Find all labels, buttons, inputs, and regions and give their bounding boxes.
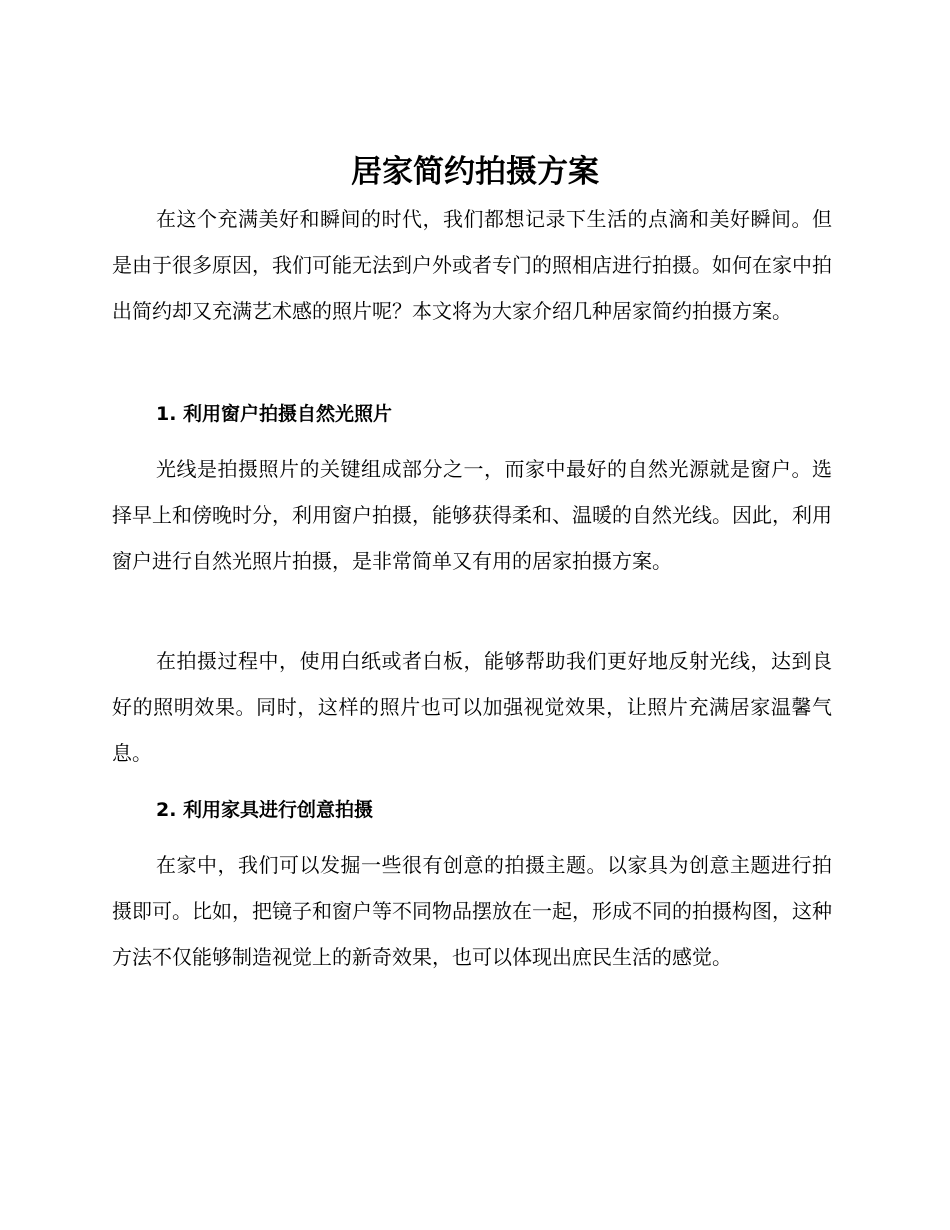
section-1-heading: 1. 利用窗户拍摄自然光照片 (156, 403, 393, 425)
section-1-paragraph-2: 在拍摄过程中，使用白纸或者白板，能够帮助我们更好地反射光线，达到良好的照明效果。同时，这样的照片也可以加强视觉效果，让照片充满居家温馨气息。 (112, 649, 832, 765)
document-title: 居家简约拍摄方案 (351, 154, 599, 190)
section-2-paragraph-1: 在家中，我们可以发掘一些很有创意的拍摄主题。以家具为创意主题进行拍摄即可。比如，把镜子和窗户等不同物品摆放在一起，形成不同的拍摄构图，这种方法不仅能够制造视觉上的新奇效果，也可以体现出庶民生活的感觉。 (112, 853, 832, 969)
intro-paragraph: 在这个充满美好和瞬间的时代，我们都想记录下生活的点滴和美好瞬间。但是由于很多原因，我们可能无法到户外或者专门的照相店进行拍摄。如何在家中拍出简约却又充满艺术感的照片呢？本文将为大家介绍几种居家简约拍摄方案。 (112, 207, 832, 323)
section-2-heading: 2. 利用家具进行创意拍摄 (156, 799, 374, 821)
section-1-paragraph-1: 光线是拍摄照片的关键组成部分之一，而家中最好的自然光源就是窗户。选择早上和傍晚时分，利用窗户拍摄，能够获得柔和、温暖的自然光线。因此，利用窗户进行自然光照片拍摄，是非常简单又有用的居家拍摄方案。 (112, 457, 832, 573)
